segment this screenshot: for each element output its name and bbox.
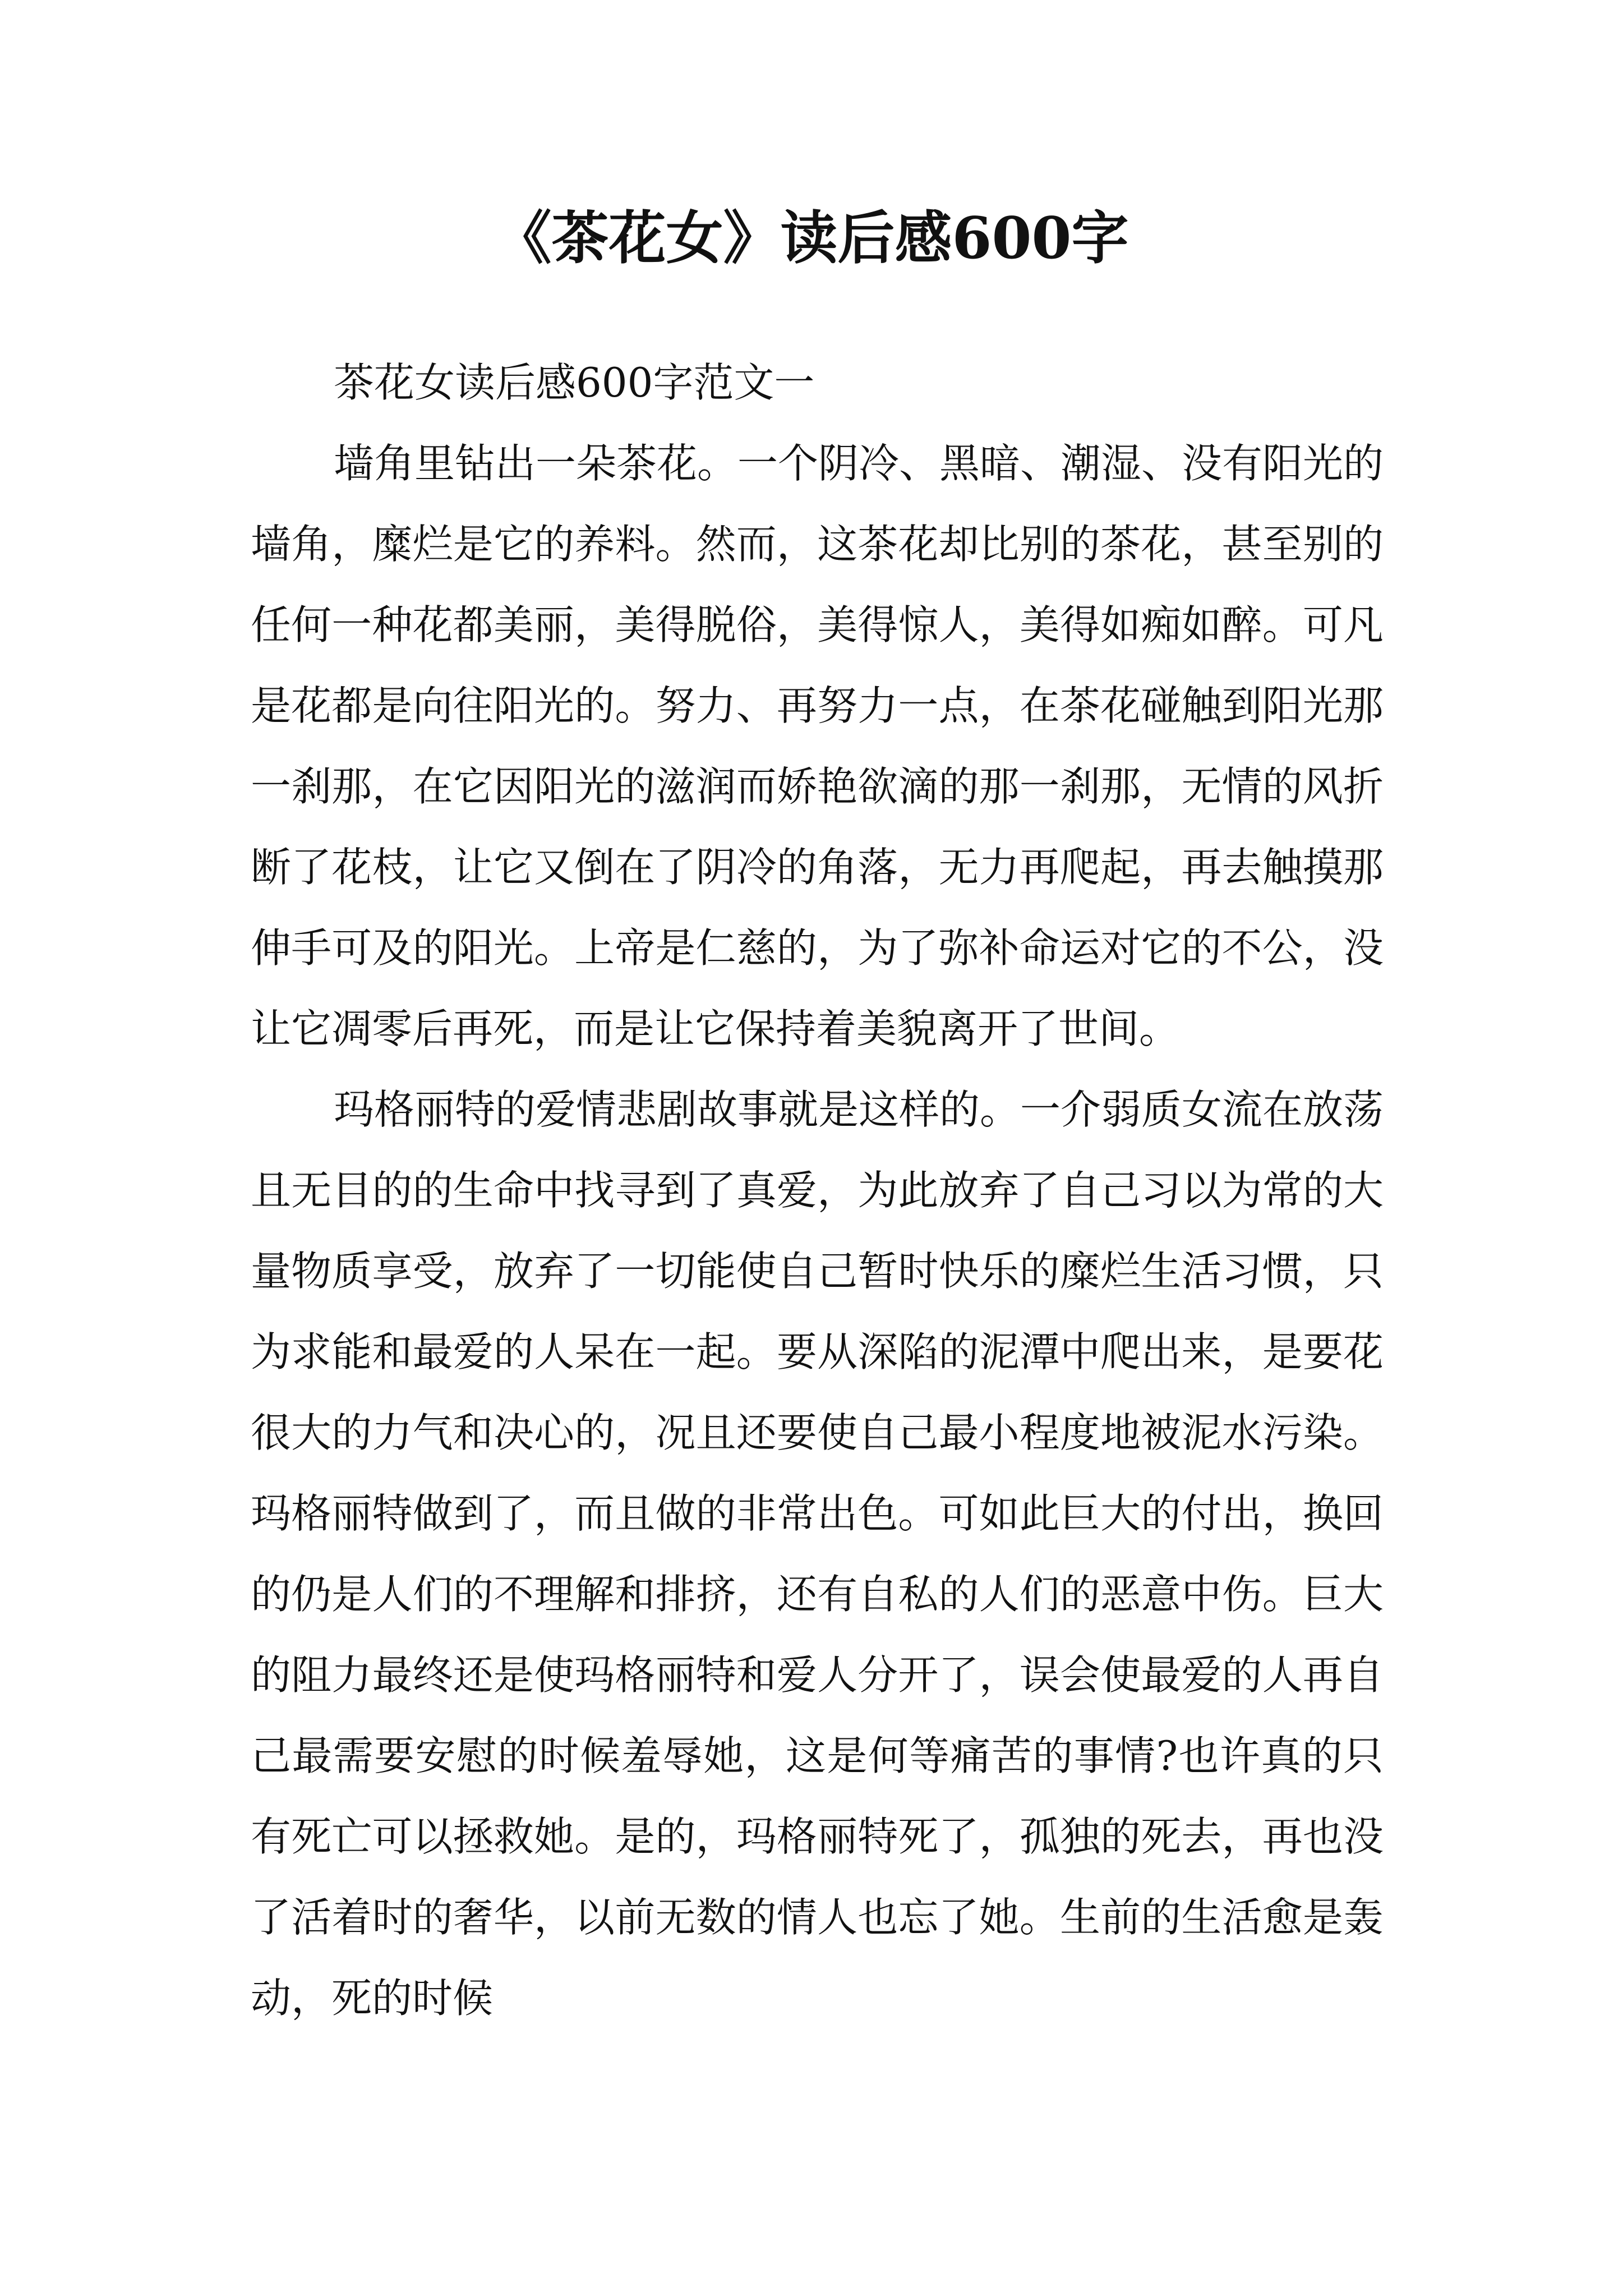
document-title: 《茶花女》读后感600字 [494, 205, 1129, 272]
section-heading: 茶花女读后感600字范文一 [334, 359, 815, 406]
paragraph-camellia: 墙角里钻出一朵茶花。一个阴冷、黑暗、潮湿、没有阳光的墙角，糜烂是它的养料。然而，这茶花却比别的茶花，甚至别的任何一种花都美丽，美得脱俗，美得惊人，美得如痴如醉。可凡是花都是向往阳光的。努力、再努力一点，在茶花碰触到阳光那一刹那，在它因阳光的滋润而娇艳欲滴的那一刹那，无情的风折断了花枝，让它又倒在了阴冷的角落，无力再爬起，再去触摸那伸手可及的阳光。上帝是仁慈的，为了弥补命运对它的不公，没让它凋零后再死，而是让它保持着美貌离开了世间。 [251, 440, 1384, 1052]
paragraph-marguerite: 玛格丽特的爱情悲剧故事就是这样的。一介弱质女流在放荡且无目的的生命中找寻到了真爱，为此放弃了自己习以为常的大量物质享受，放弃了一切能使自己暂时快乐的糜烂生活习惯，只为求能和最爱的人呆在一起。要从深陷的泥潭中爬出来，是要花很大的力气和决心的，况且还要使自己最小程度地被泥水污染。玛格丽特做到了，而且做的非常出色。可如此巨大的付出，换回的仍是人们的不理解和排挤，还有自私的人们的恶意中伤。巨大的阻力最终还是使玛格丽特和爱人分开了，误会使最爱的人再自己最需要安慰的时候羞辱她，这是何等痛苦的事情?也许真的只有死亡可以拯救她。是的，玛格丽特死了，孤独的死去，再也没了活着时的奢华，以前无数的情人也忘了她。生前的生活愈是轰动，死的时候 [251, 1086, 1384, 2022]
document-body [251, 342, 1384, 2039]
